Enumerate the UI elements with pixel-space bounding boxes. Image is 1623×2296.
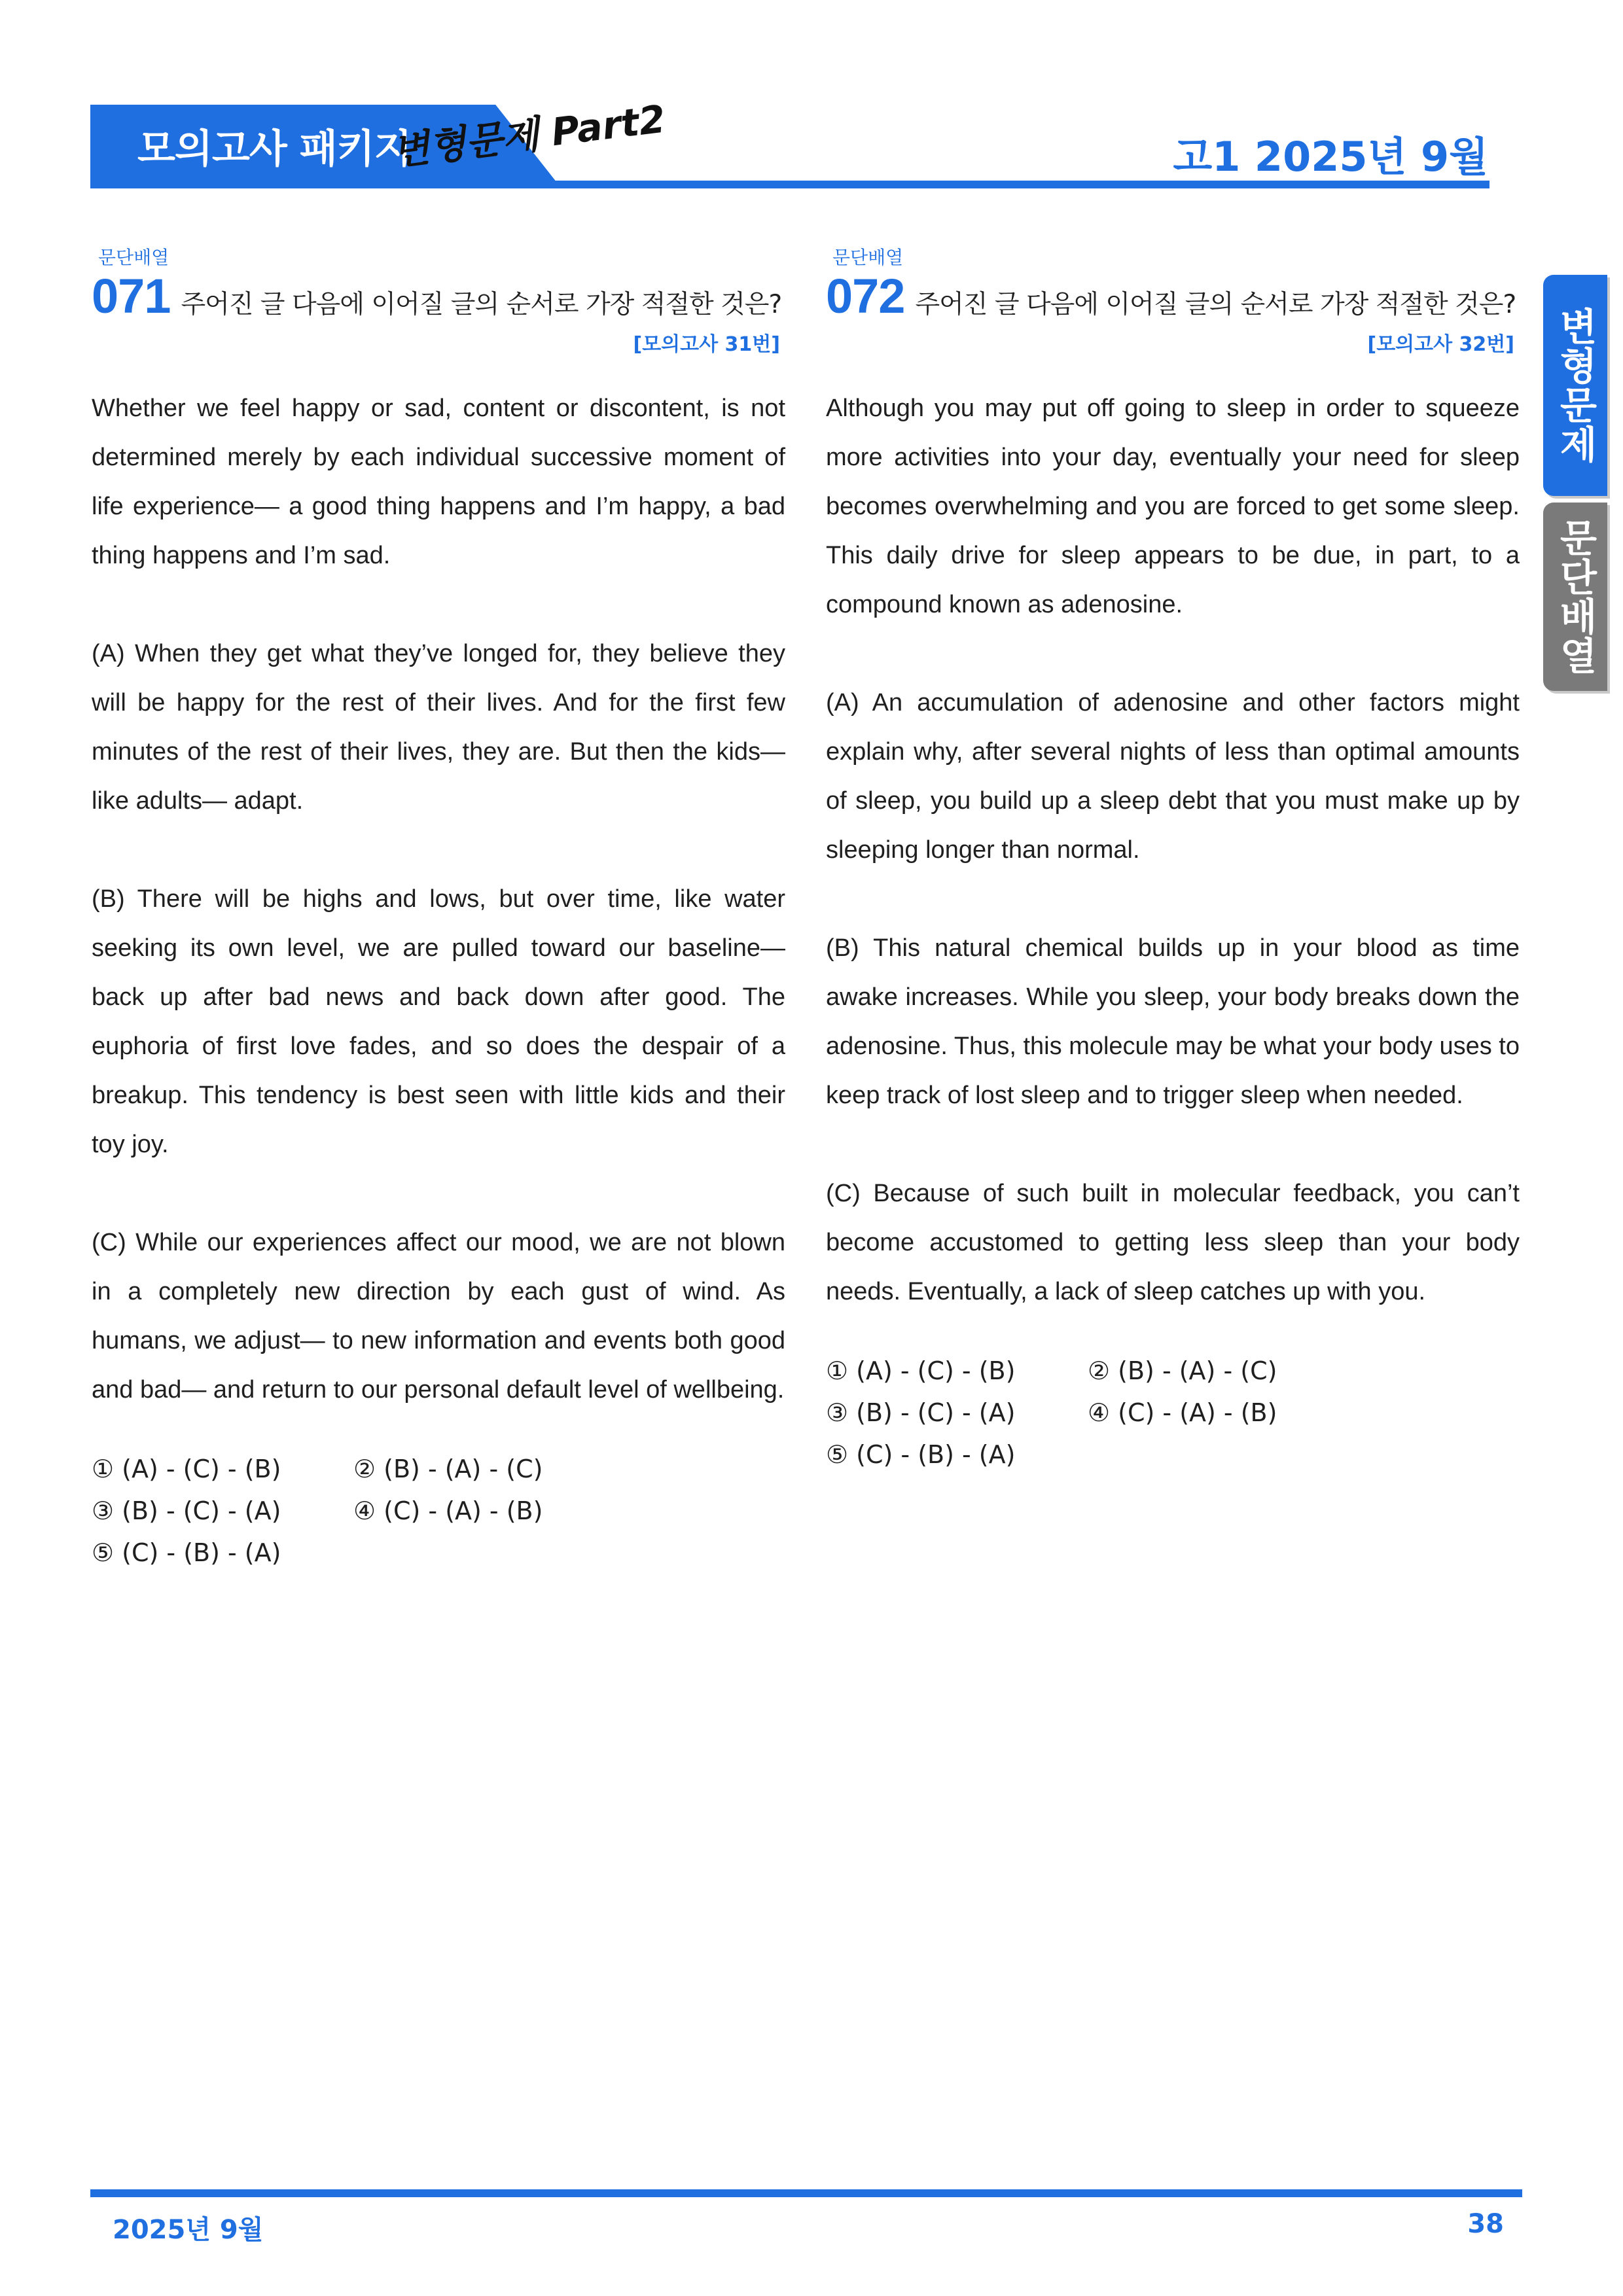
handwritten-label: 변형문제 Part2 bbox=[390, 96, 668, 175]
exam-label: 고1 2025년 9월 bbox=[1173, 133, 1488, 181]
question-number: 071 bbox=[92, 269, 171, 323]
paragraph-a: (A) When they get what they’ve longed for, they believe they will be happy for the rest of their lives. And for the first few minutes of the rest of their lives, they are. But then the kids— like adults— adapt. bbox=[92, 640, 785, 815]
question-prompt: 주어진 글 다음에 이어질 글의 순서로 가장 적절한 것은? bbox=[915, 290, 1516, 319]
footer-date: 2025년 9월 bbox=[113, 2215, 264, 2245]
footer-rule bbox=[90, 2189, 1522, 2197]
question-prompt: 주어진 글 다음에 이어질 글의 순서로 가장 적절한 것은? bbox=[181, 290, 782, 319]
choice-4[interactable]: ④ (C) - (A) - (B) bbox=[353, 1496, 543, 1525]
page-number: 38 bbox=[1467, 2209, 1504, 2239]
choice-3[interactable]: ③ (B) - (C) - (A) bbox=[826, 1398, 1016, 1427]
question-heading bbox=[826, 268, 1520, 324]
question-072 bbox=[826, 243, 1520, 1472]
side-tab-paragraph-order[interactable] bbox=[1543, 503, 1607, 691]
choice-5[interactable]: ⑤ (C) - (B) - (A) bbox=[826, 1440, 1016, 1469]
choice-5[interactable]: ⑤ (C) - (B) - (A) bbox=[92, 1538, 281, 1567]
answer-choices bbox=[826, 1354, 1520, 1472]
side-tab-variant-label: 변형문제 bbox=[1553, 307, 1597, 464]
paragraph-a: (A) An accumulation of adenosine and other factors might explain why, after several nights of less than optimal amounts of sleep, you build up a sleep debt that you must make up by sleeping longer than normal. bbox=[826, 689, 1520, 864]
side-tab-variant[interactable] bbox=[1543, 275, 1607, 496]
choice-2[interactable]: ② (B) - (A) - (C) bbox=[353, 1455, 543, 1483]
choice-1[interactable]: ① (A) - (C) - (B) bbox=[92, 1455, 281, 1483]
paragraph-b: (B) This natural chemical builds up in your blood as time awake increases. While you sleep, your body breaks down the adenosine. Thus, this molecule may be what your body uses to keep track of lost sleep and to trigger sleep when needed. bbox=[826, 934, 1520, 1109]
answer-choices bbox=[92, 1452, 785, 1570]
question-type-label: 문단배열 bbox=[832, 247, 904, 268]
choice-2[interactable]: ② (B) - (A) - (C) bbox=[1088, 1356, 1277, 1385]
choice-3[interactable]: ③ (B) - (C) - (A) bbox=[92, 1496, 281, 1525]
question-heading bbox=[92, 268, 785, 324]
series-title: 모의고사 패키지 bbox=[137, 126, 412, 172]
question-type-label: 문단배열 bbox=[98, 247, 169, 268]
paragraph-b: (B) There will be highs and lows, but over time, like water seeking its own level, we are pulled toward our baseline— back up after bad news and back down after good. The euphoria of first love fades, and so does the despair of a breakup. This tendency is best seen with little kids and their toy joy. bbox=[92, 885, 785, 1158]
question-source: [모의고사 32번] bbox=[1367, 333, 1514, 356]
choice-4[interactable]: ④ (C) - (A) - (B) bbox=[1088, 1398, 1277, 1427]
question-071 bbox=[92, 243, 785, 1570]
passage bbox=[92, 384, 785, 1415]
passage bbox=[826, 384, 1520, 1316]
question-source: [모의고사 31번] bbox=[633, 333, 780, 356]
question-number: 072 bbox=[826, 269, 905, 323]
passage-intro: Although you may put off going to sleep in order to squeeze more activities into your day, eventually your need for sleep becomes overwhelming and you are forced to get some sleep. This daily drive for sleep appears to be due, in part, to a compound known as adenosine. bbox=[826, 395, 1520, 618]
passage-intro: Whether we feel happy or sad, content or discontent, is not determined merely by each individual successive moment of life experience— a good thing happens and I’m happy, a bad thing happens and I’m sad. bbox=[92, 395, 785, 569]
side-tab-paragraph-order-label: 문단배열 bbox=[1553, 518, 1597, 675]
choice-1[interactable]: ① (A) - (C) - (B) bbox=[826, 1356, 1016, 1385]
paragraph-c: (C) Because of such built in molecular feedback, you can’t become accustomed to getting less sleep than your body needs. Eventually, a lack of sleep catches up with you. bbox=[826, 1180, 1520, 1305]
paragraph-c: (C) While our experiences affect our mood, we are not blown in a completely new direction by each gust of wind. As humans, we adjust— to new information and events both good and bad— and return to our personal default level of wellbeing. bbox=[92, 1229, 785, 1404]
